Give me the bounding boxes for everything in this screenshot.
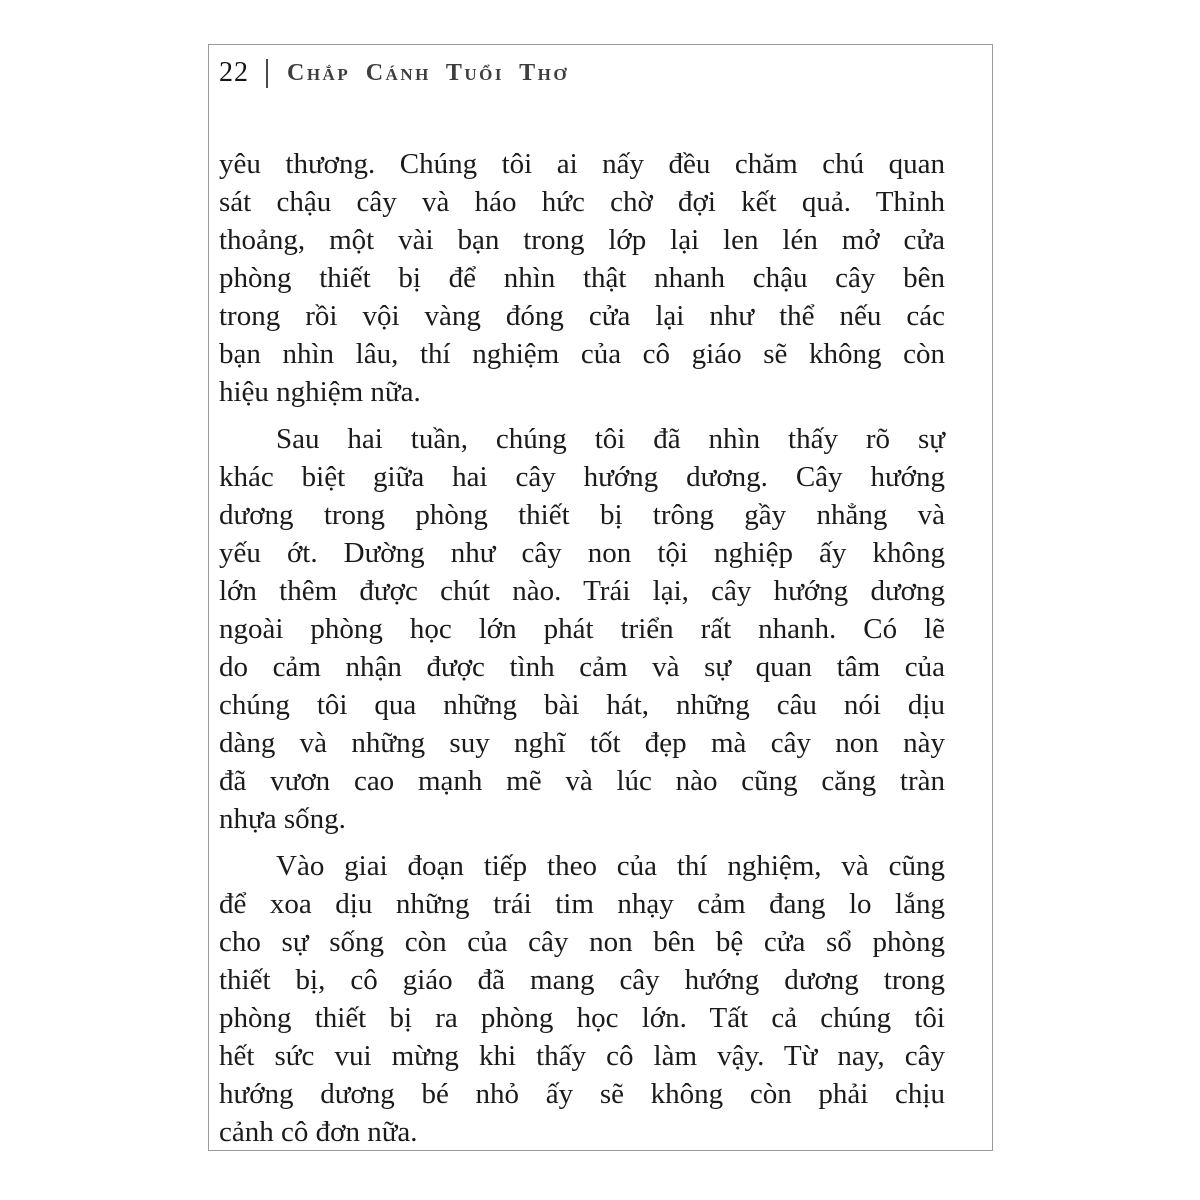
text-line: cho sự sống còn của cây non bên bệ cửa sổ phòng [219, 926, 945, 958]
text-line: yêu thương. Chúng tôi ai nấy đều chăm chú quan [219, 148, 945, 180]
text-line: dàng và những suy nghĩ tốt đẹp mà cây non này [219, 727, 945, 759]
text-line: phòng thiết bị để nhìn thật nhanh chậu cây bên [219, 262, 945, 294]
text-line: ngoài phòng học lớn phát triển rất nhanh. Có lẽ [219, 613, 945, 645]
paragraph [219, 847, 945, 1151]
text-line: Vào giai đoạn tiếp theo của thí nghiệm, và cũng [276, 850, 945, 882]
paragraph [219, 145, 945, 411]
text-line: hiệu nghiệm nữa. [219, 376, 421, 408]
text-line: yếu ớt. Dường như cây non tội nghiệp ấy không [219, 537, 945, 569]
text-line: đã vươn cao mạnh mẽ và lúc nào cũng căng tràn [219, 765, 945, 797]
text-line: phòng thiết bị ra phòng học lớn. Tất cả chúng tôi [219, 1002, 945, 1034]
header-divider-rule [266, 59, 268, 88]
running-title: Chắp Cánh Tuổi Thơ [287, 59, 570, 86]
page-body [219, 145, 945, 1151]
text-line: Sau hai tuần, chúng tôi đã nhìn thấy rõ sự [276, 423, 945, 455]
text-line: dương trong phòng thiết bị trông gầy nhẳng và [219, 499, 945, 531]
text-line: thoảng, một vài bạn trong lớp lại len lén mở cửa [219, 224, 945, 256]
page-header [219, 54, 945, 92]
text-line: thiết bị, cô giáo đã mang cây hướng dương trong [219, 964, 945, 996]
book-page [208, 44, 993, 1151]
text-line: chúng tôi qua những bài hát, những câu nói dịu [219, 689, 945, 721]
text-line: để xoa dịu những trái tim nhạy cảm đang lo lắng [219, 888, 945, 920]
text-line: lớn thêm được chút nào. Trái lại, cây hướng dương [219, 575, 945, 607]
text-line: sát chậu cây và háo hức chờ đợi kết quả. Thỉnh [219, 186, 945, 218]
text-line: trong rồi vội vàng đóng cửa lại như thể nếu các [219, 300, 945, 332]
text-line: nhựa sống. [219, 803, 346, 835]
text-line: hết sức vui mừng khi thấy cô làm vậy. Từ nay, cây [219, 1040, 945, 1072]
text-line: do cảm nhận được tình cảm và sự quan tâm của [219, 651, 945, 683]
text-line: bạn nhìn lâu, thí nghiệm của cô giáo sẽ không còn [219, 338, 945, 370]
text-line: hướng dương bé nhỏ ấy sẽ không còn phải chịu [219, 1078, 945, 1110]
text-line: khác biệt giữa hai cây hướng dương. Cây hướng [219, 461, 945, 493]
paragraph [219, 420, 945, 838]
page-number: 22 [219, 57, 249, 88]
text-line: cảnh cô đơn nữa. [219, 1116, 418, 1148]
